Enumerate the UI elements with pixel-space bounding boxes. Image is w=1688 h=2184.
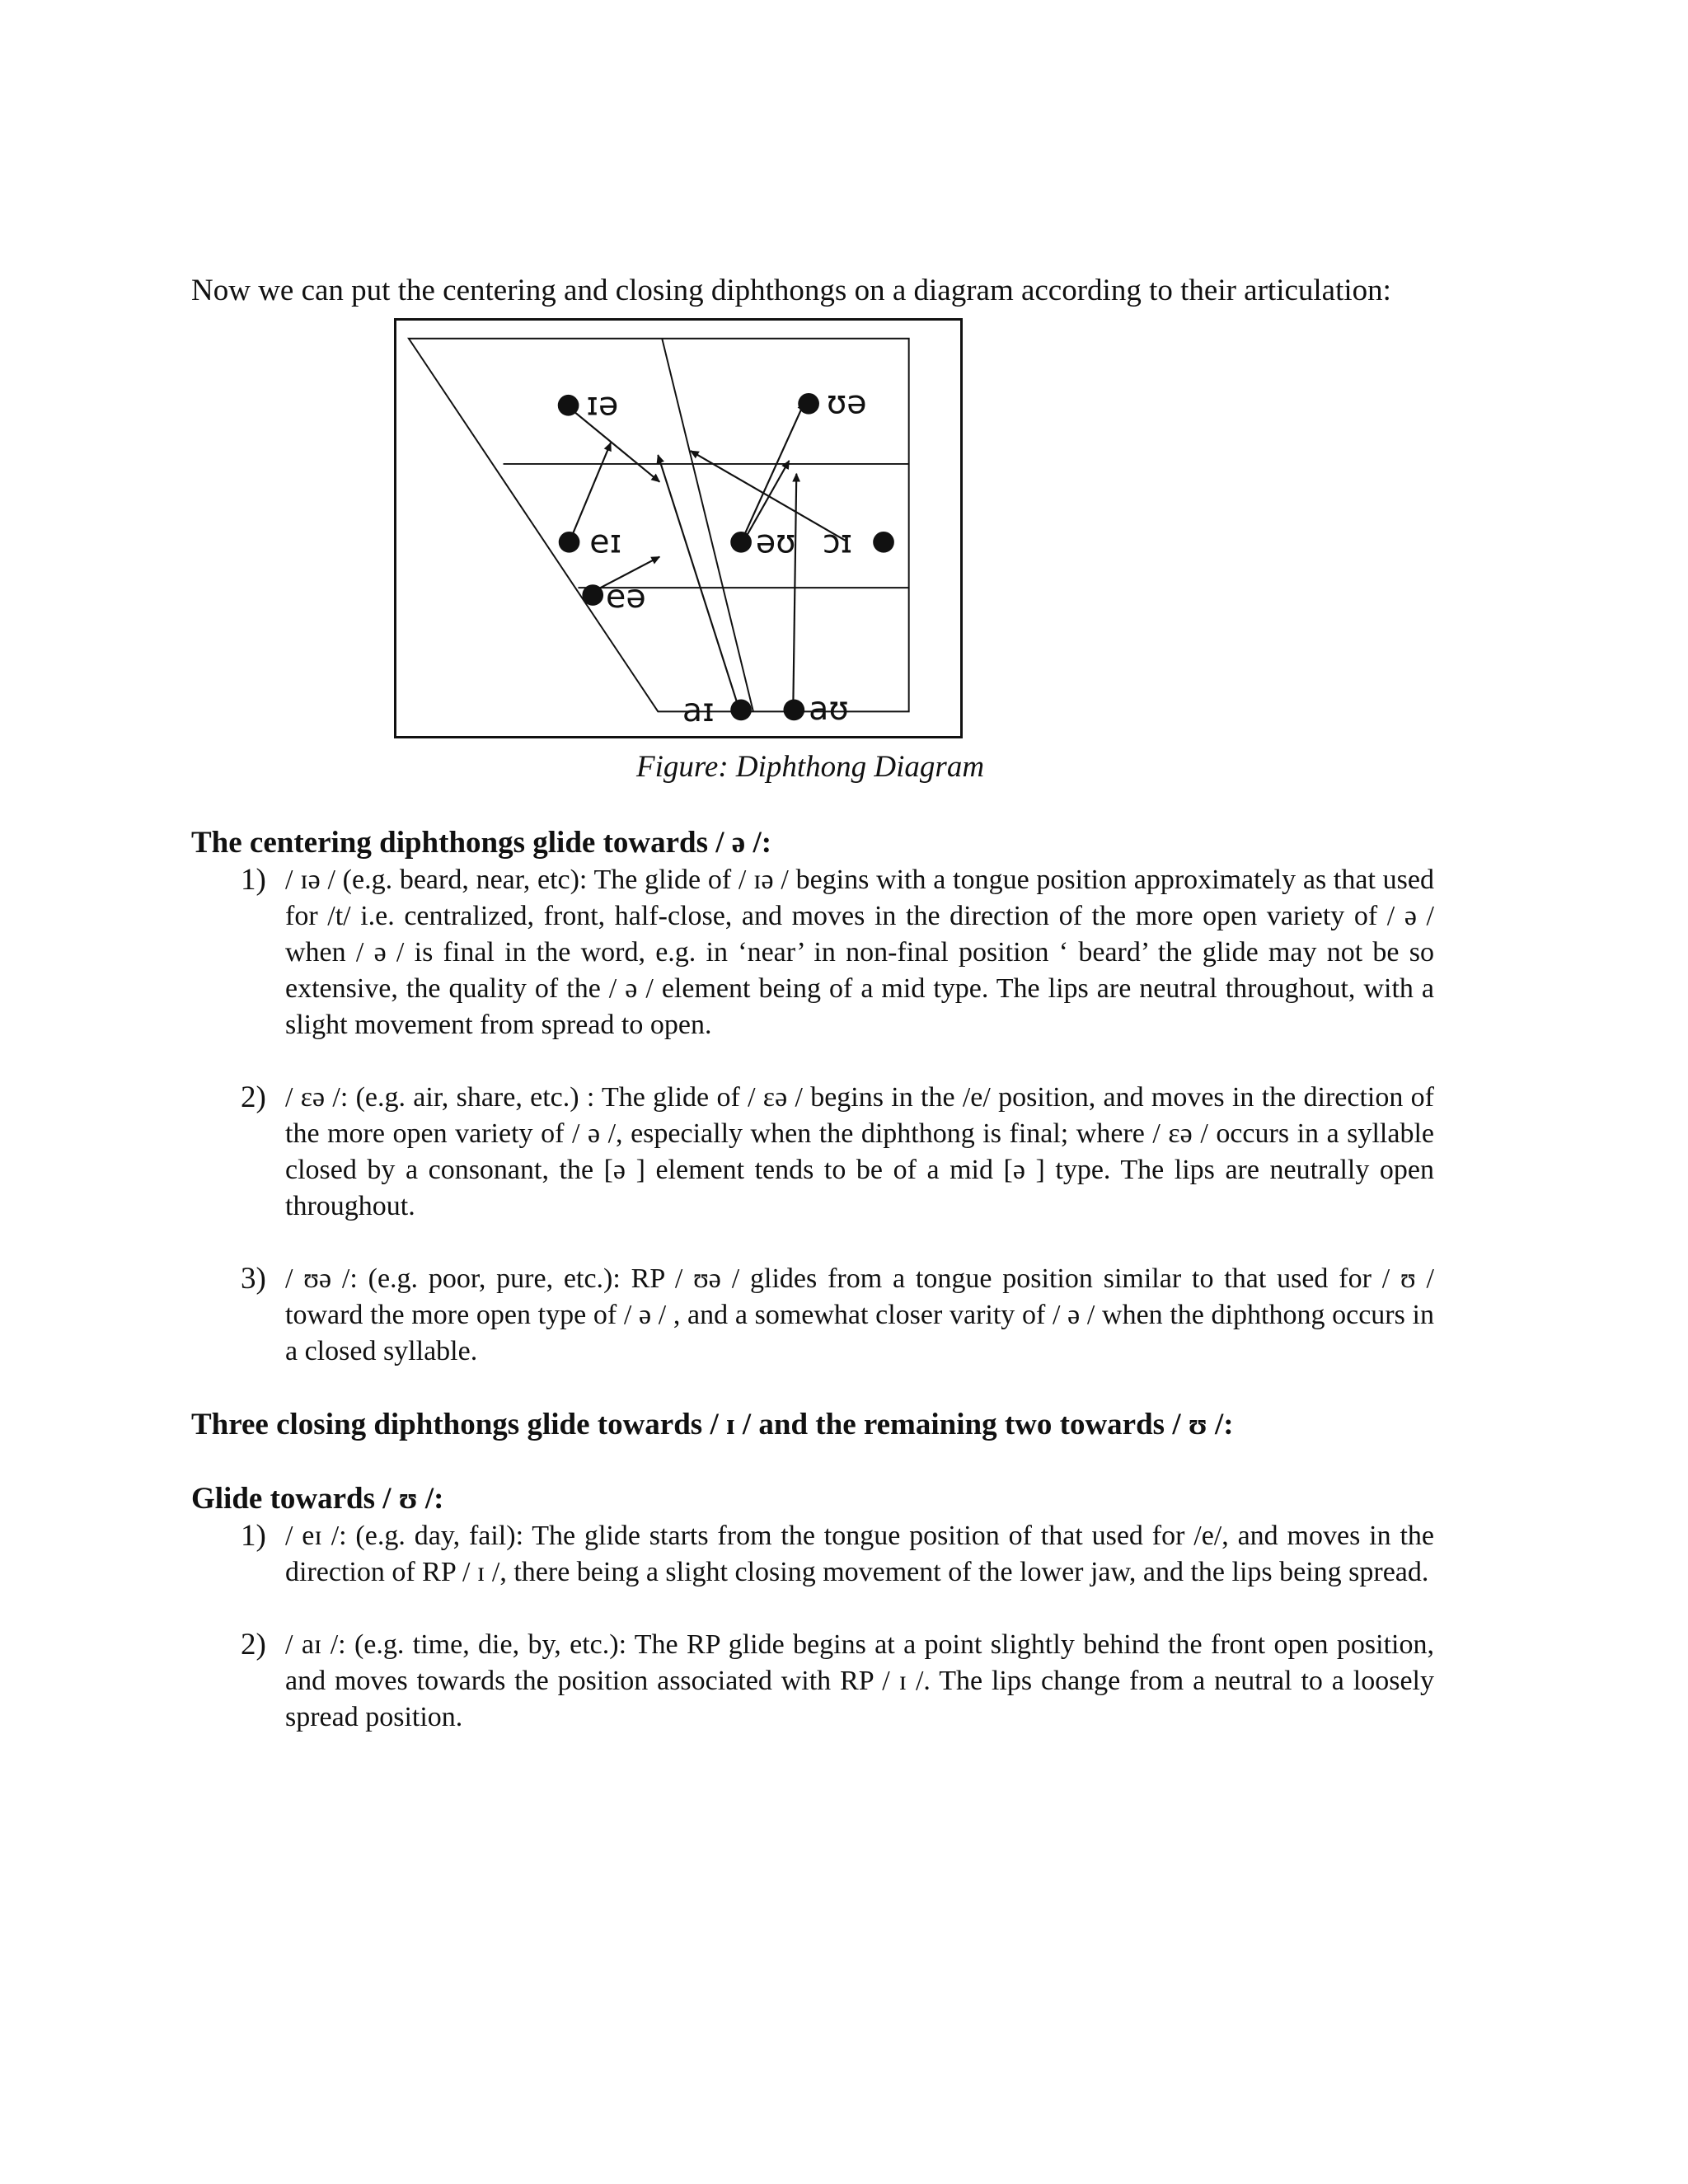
item-text: / aɪ /: (e.g. time, die, by, etc.): The RP glide begins at a point slightly behind the front open position, and moves towards the position associated with RP / ɪ /. The lips change from a neutral to a loosely spread position. [285,1629,1434,1732]
figure [191,318,1434,784]
centering-heading: The centering diphthongs glide towards / ə /: [191,826,772,860]
dot-ue [798,393,819,415]
list-item [191,1627,1434,1736]
centering-list [191,862,1434,1370]
figure-caption: Figure: Diphthong Diagram [636,750,985,784]
label-au: aʊ [809,690,849,729]
label-ei: eɪ [589,523,622,561]
label-ea: eə [606,577,646,616]
diphthong-diagram [394,318,963,738]
arrow-ai-glide [658,455,738,705]
document-page [191,272,1434,1736]
item-number: 3) [241,1262,266,1296]
item-text: / ɛə /: (e.g. air, share, etc.) : The glide of / ɛə / begins in the /e/ position, and moves in the direction of the more open variety of / ə /, especially when the diphthong is final; where / ɛə / occurs in a syllable closed by a consonant, the [ə ] element tends to be of a mid [ə ] type. The lips are neutrally open throughout. [285,1082,1434,1221]
label-oi: ɔɪ [822,523,853,561]
dot-au [783,700,804,721]
item-text: / ɪə / (e.g. beard, near, etc): The glide of / ɪə / begins with a tongue position approximately as that used for /t/ i.e. centralized, front, half-close, and moves in the direction of the more open variety of / ə / when / ə / is final in the word, e.g. in ‘near’ in non-final position ‘ beard’ the glide may not be so extensive, the quality of the / ə / element being of a mid type. The lips are neutral throughout, with a slight movement from spread to open. [285,865,1434,1040]
diagram-svg [396,321,960,736]
closing-list [191,1518,1434,1736]
dot-eu [730,532,752,553]
item-text: / eɪ /: (e.g. day, fail): The glide starts from the tongue position of that used for /e/, and moves in the direction of RP / ɪ /, there being a slight closing movement of the lower jaw, and the lips being spread. [285,1521,1434,1587]
dot-ai [730,700,752,721]
closing-heading: Three closing diphthongs glide towards / ɪ / and the remaining two towards / ʊ /: [191,1408,1234,1441]
dot-oi [873,532,894,553]
list-item [191,862,1434,1043]
vowel-labels [586,384,866,730]
item-number: 2) [241,1628,266,1661]
dot-ie [558,395,579,416]
label-ai: aɪ [682,691,715,730]
intro-paragraph: Now we can put the centering and closing diphthongs on a diagram according to their articulation: [191,274,1391,307]
list-item [191,1080,1434,1225]
item-number: 1) [241,863,266,897]
dot-ea [582,584,603,606]
item-number: 1) [241,1519,266,1553]
dot-ei [559,532,580,553]
item-text: / ʊə /: (e.g. poor, pure, etc.): RP / ʊə / glides from a tongue position similar to that used for / ʊ / toward the more open type of / ə / , and a somewhat closer varity of / ə / when the diphthong occurs in a closed syllable. [285,1263,1434,1366]
item-number: 2) [241,1080,266,1114]
arrow-au-glide [793,474,796,705]
list-item [191,1518,1434,1591]
list-item [191,1261,1434,1370]
label-ie: ɪə [586,385,619,424]
label-eu: əʊ [755,523,796,561]
glide-subheading: Glide towards / ʊ /: [191,1482,444,1516]
label-ue: ʊə [826,383,867,422]
